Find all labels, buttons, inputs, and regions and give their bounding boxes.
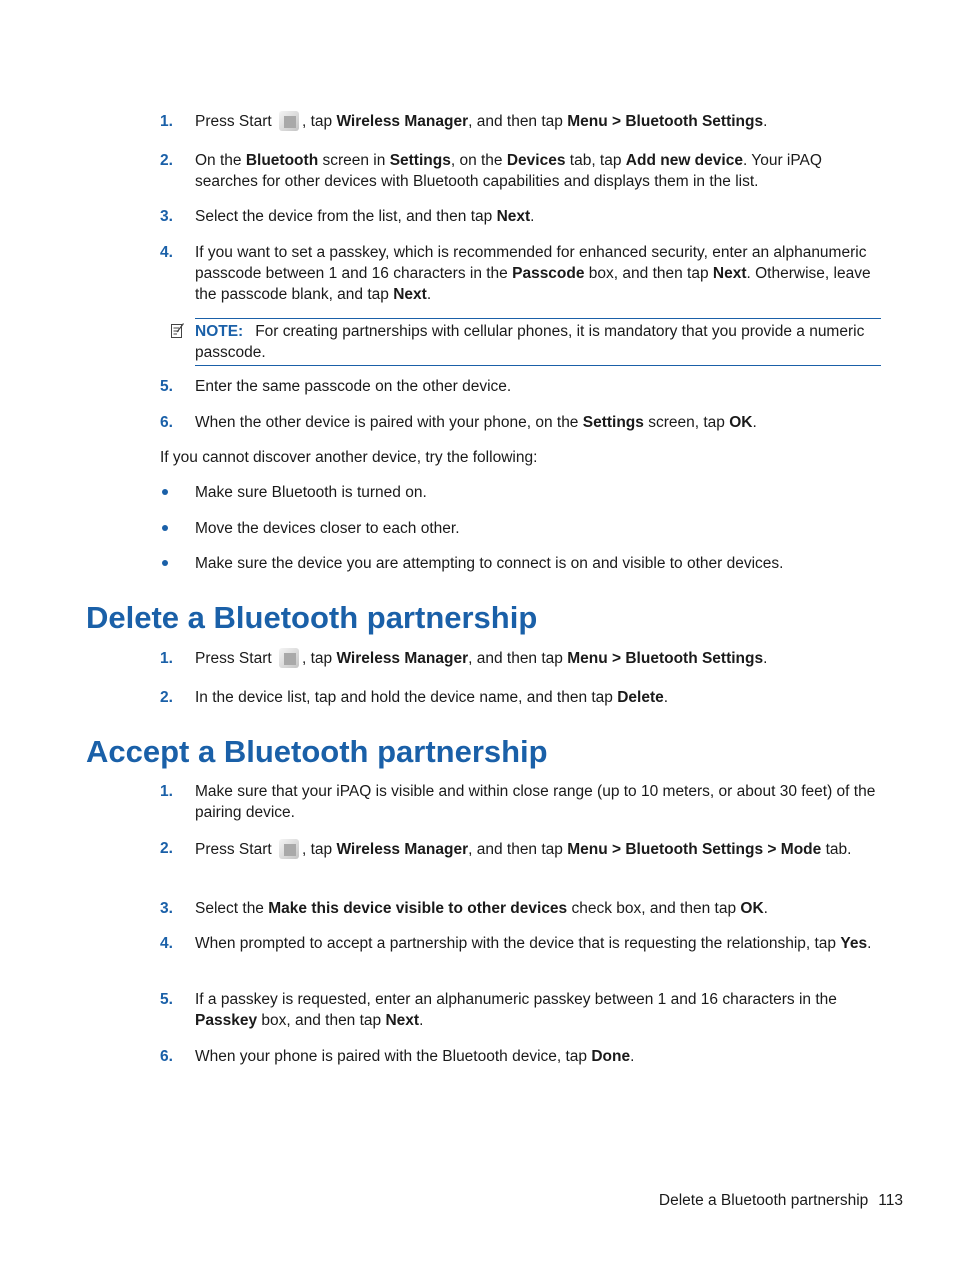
step-number: 1. xyxy=(160,650,173,667)
page-number: 113 xyxy=(878,1192,903,1209)
windows-start-icon xyxy=(279,111,299,131)
ui-term: Delete xyxy=(617,689,664,706)
ui-term: Passcode xyxy=(512,265,585,282)
note-label: NOTE: xyxy=(195,323,244,340)
step-text: When your phone is paired with the Bluetooth device, tap Done. xyxy=(195,1048,635,1065)
step-number: 5. xyxy=(160,378,173,395)
footer-section-title: Delete a Bluetooth partnership xyxy=(658,1192,869,1209)
step-text: In the device list, tap and hold the device name, and then tap Delete. xyxy=(195,689,669,706)
section-heading-delete: Delete a Bluetooth partnership xyxy=(86,600,538,635)
step-item xyxy=(160,111,882,132)
page-footer xyxy=(659,1190,903,1211)
step-item xyxy=(160,1046,882,1067)
step-item xyxy=(160,898,882,919)
step-text: If you want to set a passkey, which is recommended for enhanced security, enter an alphanumeric passcode between 1 and 16 characters in the Passcode box, and then tap Next. Otherwise, leave the passcode blank, and tap Next. xyxy=(195,244,871,303)
ui-term: OK xyxy=(729,414,753,431)
bullet-dot xyxy=(162,525,168,531)
step-text: Enter the same passcode on the other device. xyxy=(195,378,512,395)
step-text: Press Start , tap Wireless Manager, and then tap Menu > Bluetooth Settings > Mode tab. xyxy=(195,841,852,858)
note-icon xyxy=(171,323,184,338)
step-number: 2. xyxy=(160,840,173,857)
bullet-dot xyxy=(162,560,168,566)
ui-term: Yes xyxy=(840,935,868,952)
step-number: 6. xyxy=(160,1048,173,1065)
step-number: 3. xyxy=(160,208,173,225)
ui-term: Make this device visible to other devices xyxy=(268,900,568,917)
ui-term: Next xyxy=(385,1012,420,1029)
bullet-item xyxy=(162,482,882,503)
step-text: Press Start , tap Wireless Manager, and then tap Menu > Bluetooth Settings. xyxy=(195,113,768,130)
ui-term: Wireless Manager xyxy=(336,841,469,858)
bullet-dot xyxy=(162,489,168,495)
step-number: 6. xyxy=(160,414,173,431)
step-number: 5. xyxy=(160,991,173,1008)
step-text: When prompted to accept a partnership with the device that is requesting the relationship, tap Yes. xyxy=(195,935,872,952)
note-text: For creating partnerships with cellular phones, it is mandatory that you provide a numeric passcode. xyxy=(195,323,865,361)
step-item xyxy=(160,376,882,397)
ui-term: OK xyxy=(740,900,764,917)
step-number: 1. xyxy=(160,783,173,800)
section-heading-accept: Accept a Bluetooth partnership xyxy=(86,734,548,769)
step-item xyxy=(160,989,882,1031)
step-number: 2. xyxy=(160,152,173,169)
ui-term: Settings xyxy=(582,414,644,431)
bullet-text: Make sure Bluetooth is turned on. xyxy=(195,484,427,501)
step-text: When the other device is paired with your phone, on the Settings screen, tap OK. xyxy=(195,414,757,431)
ui-term: Next xyxy=(393,286,427,303)
windows-start-icon xyxy=(279,839,299,859)
step-text: Select the Make this device visible to other devices check box, and then tap OK. xyxy=(195,900,768,917)
ui-term: Wireless Manager xyxy=(336,650,469,667)
step-number: 1. xyxy=(160,113,173,130)
bullet-text: Make sure the device you are attempting to connect is on and visible to other devices. xyxy=(195,555,784,572)
step-item xyxy=(160,648,882,669)
step-text: Press Start , tap Wireless Manager, and then tap Menu > Bluetooth Settings. xyxy=(195,650,768,667)
ui-term: Menu > Bluetooth Settings > Mode xyxy=(567,841,822,858)
ui-term: Done xyxy=(591,1048,631,1065)
step-item xyxy=(160,781,882,823)
note-box xyxy=(195,318,881,366)
step-item xyxy=(160,838,882,862)
step-item xyxy=(160,687,882,708)
step-number: 4. xyxy=(160,244,173,261)
step-item xyxy=(160,933,882,954)
step-item xyxy=(160,242,882,305)
step-text: Select the device from the list, and then tap Next. xyxy=(195,208,535,225)
ui-term: Next xyxy=(496,208,531,225)
ui-term: Add new device xyxy=(625,152,743,169)
step-item xyxy=(160,412,882,433)
bullet-item xyxy=(162,518,882,539)
ui-term: Menu > Bluetooth Settings xyxy=(567,113,764,130)
ui-term: Bluetooth xyxy=(245,152,319,169)
step-number: 3. xyxy=(160,900,173,917)
step-item xyxy=(160,150,882,192)
ui-term: Devices xyxy=(506,152,566,169)
ui-term: Next xyxy=(712,265,747,282)
step-number: 4. xyxy=(160,935,173,952)
bullet-item xyxy=(162,553,882,574)
step-number: 2. xyxy=(160,689,173,706)
ui-term: Passkey xyxy=(195,1012,258,1029)
ui-term: Wireless Manager xyxy=(336,113,469,130)
step-text: Make sure that your iPAQ is visible and within close range (up to 10 meters, or about 30 feet) of the pairing device. xyxy=(195,783,876,821)
step-item xyxy=(160,206,882,227)
windows-start-icon xyxy=(279,648,299,668)
step-text: On the Bluetooth screen in Settings, on the Devices tab, tap Add new device. Your iPAQ searches for other devices with Bluetooth capabilities and displays them in the list. xyxy=(195,152,822,190)
ui-term: Settings xyxy=(389,152,451,169)
bullet-text: Move the devices closer to each other. xyxy=(195,520,460,537)
step-text: If a passkey is requested, enter an alphanumeric passkey between 1 and 16 characters in the Passkey box, and then tap Next. xyxy=(195,991,837,1029)
troubleshoot-intro: If you cannot discover another device, try the following: xyxy=(160,449,538,466)
ui-term: Menu > Bluetooth Settings xyxy=(567,650,764,667)
